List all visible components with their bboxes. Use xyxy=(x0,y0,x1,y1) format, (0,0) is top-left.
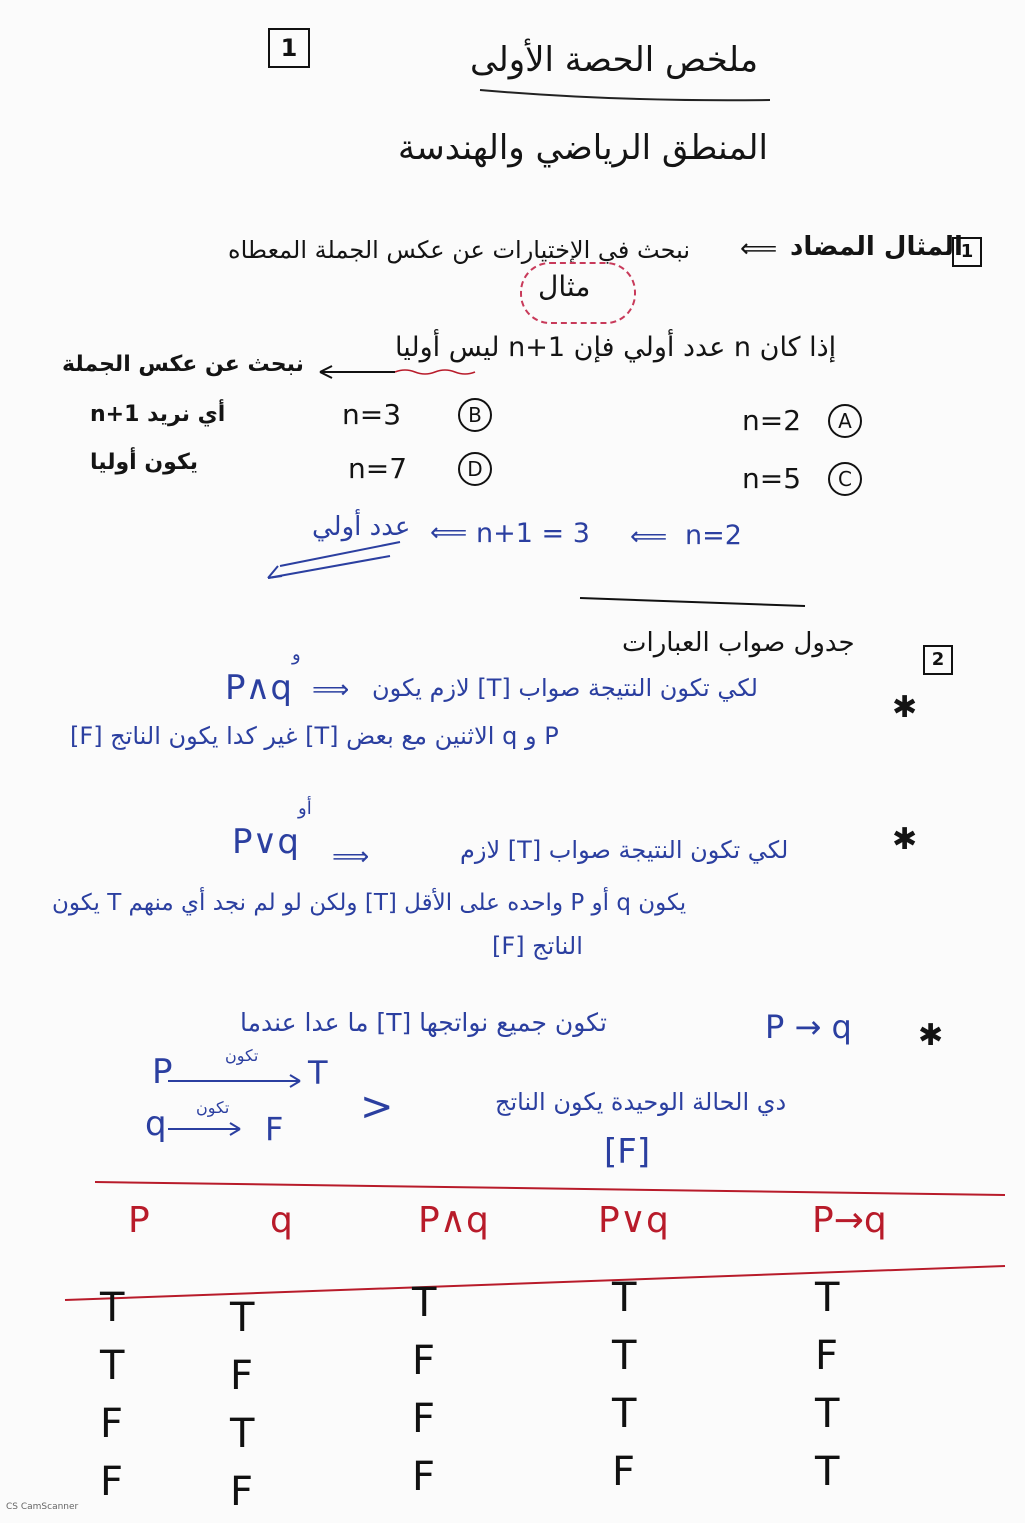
table-column-p xyxy=(100,1285,125,1505)
table-column-implies xyxy=(815,1275,840,1495)
option-d-letter: D xyxy=(458,452,492,486)
example-question: إذا كان n عدد أولي فإن n+1 ليس أوليا xyxy=(395,332,837,363)
table-column-q xyxy=(230,1295,255,1515)
table-cell: F xyxy=(412,1338,436,1384)
table-header-implies: P→q xyxy=(812,1200,887,1241)
table-cell: T xyxy=(100,1343,125,1389)
table-cell: T xyxy=(815,1275,840,1321)
table-cell: F xyxy=(412,1454,436,1500)
table-header-and: P∧q xyxy=(418,1200,489,1241)
option-a-letter: A xyxy=(828,404,862,438)
table-header-or: P∨q xyxy=(598,1200,669,1241)
implies-q-label: q xyxy=(145,1104,167,1144)
table-cell: T xyxy=(230,1295,255,1341)
or-rule-line-3: الناتج [F] xyxy=(492,932,583,960)
side-note-2: أي نريد n+1 xyxy=(90,402,226,427)
or-word: أو xyxy=(298,798,312,819)
solution-step-3: عدد أولي xyxy=(312,512,411,542)
page-subtitle: المنطق الرياضي والهندسة xyxy=(398,128,768,168)
or-rule-line-1: لكي تكون النتيجة صواب [T] لازم xyxy=(460,836,789,864)
page-number: 1 xyxy=(268,28,310,68)
side-note-1: نبحث عن عكس الجملة xyxy=(62,352,304,377)
solution-step-1: n=2 xyxy=(685,520,742,551)
table-cell: F xyxy=(612,1449,636,1495)
solution-arrow-1: ⟸ xyxy=(630,522,668,552)
table-cell: F xyxy=(230,1469,254,1515)
section-1-heading: المثال المضاد xyxy=(790,232,963,262)
side-note-3: يكون أوليا xyxy=(90,450,199,475)
table-cell: T xyxy=(612,1275,637,1321)
implies-rule-line-1: تكون جميع نواتجها [T] ما عدا عندما xyxy=(240,1008,607,1037)
solution-step-2: 3 = n+1 xyxy=(476,518,590,549)
table-cell: F xyxy=(230,1353,254,1399)
table-cell: T xyxy=(230,1411,255,1457)
implies-q-word: تكون xyxy=(196,1098,230,1117)
scanner-watermark: CS CamScanner xyxy=(6,1502,79,1512)
option-b-letter: B xyxy=(458,398,492,432)
table-cell: T xyxy=(815,1449,840,1495)
and-rule-line-1: لكي تكون النتيجة صواب [T] لازم يكون xyxy=(372,674,758,702)
section-1-description: نبحث في الإختيارات عن عكس الجملة المعطاه xyxy=(228,236,690,264)
option-d-value: n=7 xyxy=(348,452,408,485)
or-rule-line-2: يكون q أو P واحده على الأقل [T] ولكن لو لم نجد أي منهم T يكون xyxy=(52,890,687,916)
bullet-star-2: ✱ xyxy=(892,822,918,857)
option-c-value: n=5 xyxy=(742,462,802,495)
section-2-heading: جدول صواب العبارات xyxy=(622,628,855,658)
table-column-and xyxy=(412,1280,437,1500)
table-cell: T xyxy=(815,1391,840,1437)
table-cell: F xyxy=(815,1333,839,1379)
implies-p-label: P xyxy=(152,1052,173,1092)
table-cell: T xyxy=(412,1280,437,1326)
implies-p-word: تكون xyxy=(225,1046,259,1065)
or-expression: P∨q xyxy=(232,822,299,862)
example-label: مثال xyxy=(538,270,591,303)
table-cell: T xyxy=(612,1333,637,1379)
or-arrow: ⟹ xyxy=(332,842,370,872)
implies-note: دي الحالة الوحيدة يكون الناتج xyxy=(495,1088,787,1116)
implies-q-value: F xyxy=(265,1110,284,1148)
and-word: و xyxy=(292,644,301,665)
table-header-q: q xyxy=(270,1200,293,1241)
section-2-number: 2 xyxy=(923,645,953,675)
arrow-icon: ⟸ xyxy=(740,234,778,264)
table-cell: T xyxy=(612,1391,637,1437)
implies-result: [F] xyxy=(604,1132,651,1172)
chevron-right-icon: > xyxy=(360,1084,394,1130)
bullet-star-1: ✱ xyxy=(892,690,918,725)
implies-expression: P → q xyxy=(765,1008,852,1046)
table-cell: F xyxy=(412,1396,436,1442)
table-cell: F xyxy=(100,1401,124,1447)
option-a-value: n=2 xyxy=(742,404,802,437)
table-column-or xyxy=(612,1275,637,1495)
bullet-star-3: ✱ xyxy=(918,1018,944,1053)
table-cell: F xyxy=(100,1459,124,1505)
option-b-value: n=3 xyxy=(342,398,402,431)
table-header-p: P xyxy=(128,1200,150,1241)
and-expression: P∧q xyxy=(225,668,292,708)
table-cell: T xyxy=(100,1285,125,1331)
page-title: ملخص الحصة الأولى xyxy=(470,40,759,80)
option-c-letter: C xyxy=(828,462,862,496)
solution-arrow-2: ⟸ xyxy=(430,518,468,548)
and-arrow: ⟹ xyxy=(312,675,350,705)
implies-p-value: T xyxy=(308,1054,328,1092)
section-1-number: 1 xyxy=(952,237,982,267)
and-rule-line-2: P و q الاثنين مع بعض [T] غير كدا يكون الناتج [F] xyxy=(70,722,559,750)
